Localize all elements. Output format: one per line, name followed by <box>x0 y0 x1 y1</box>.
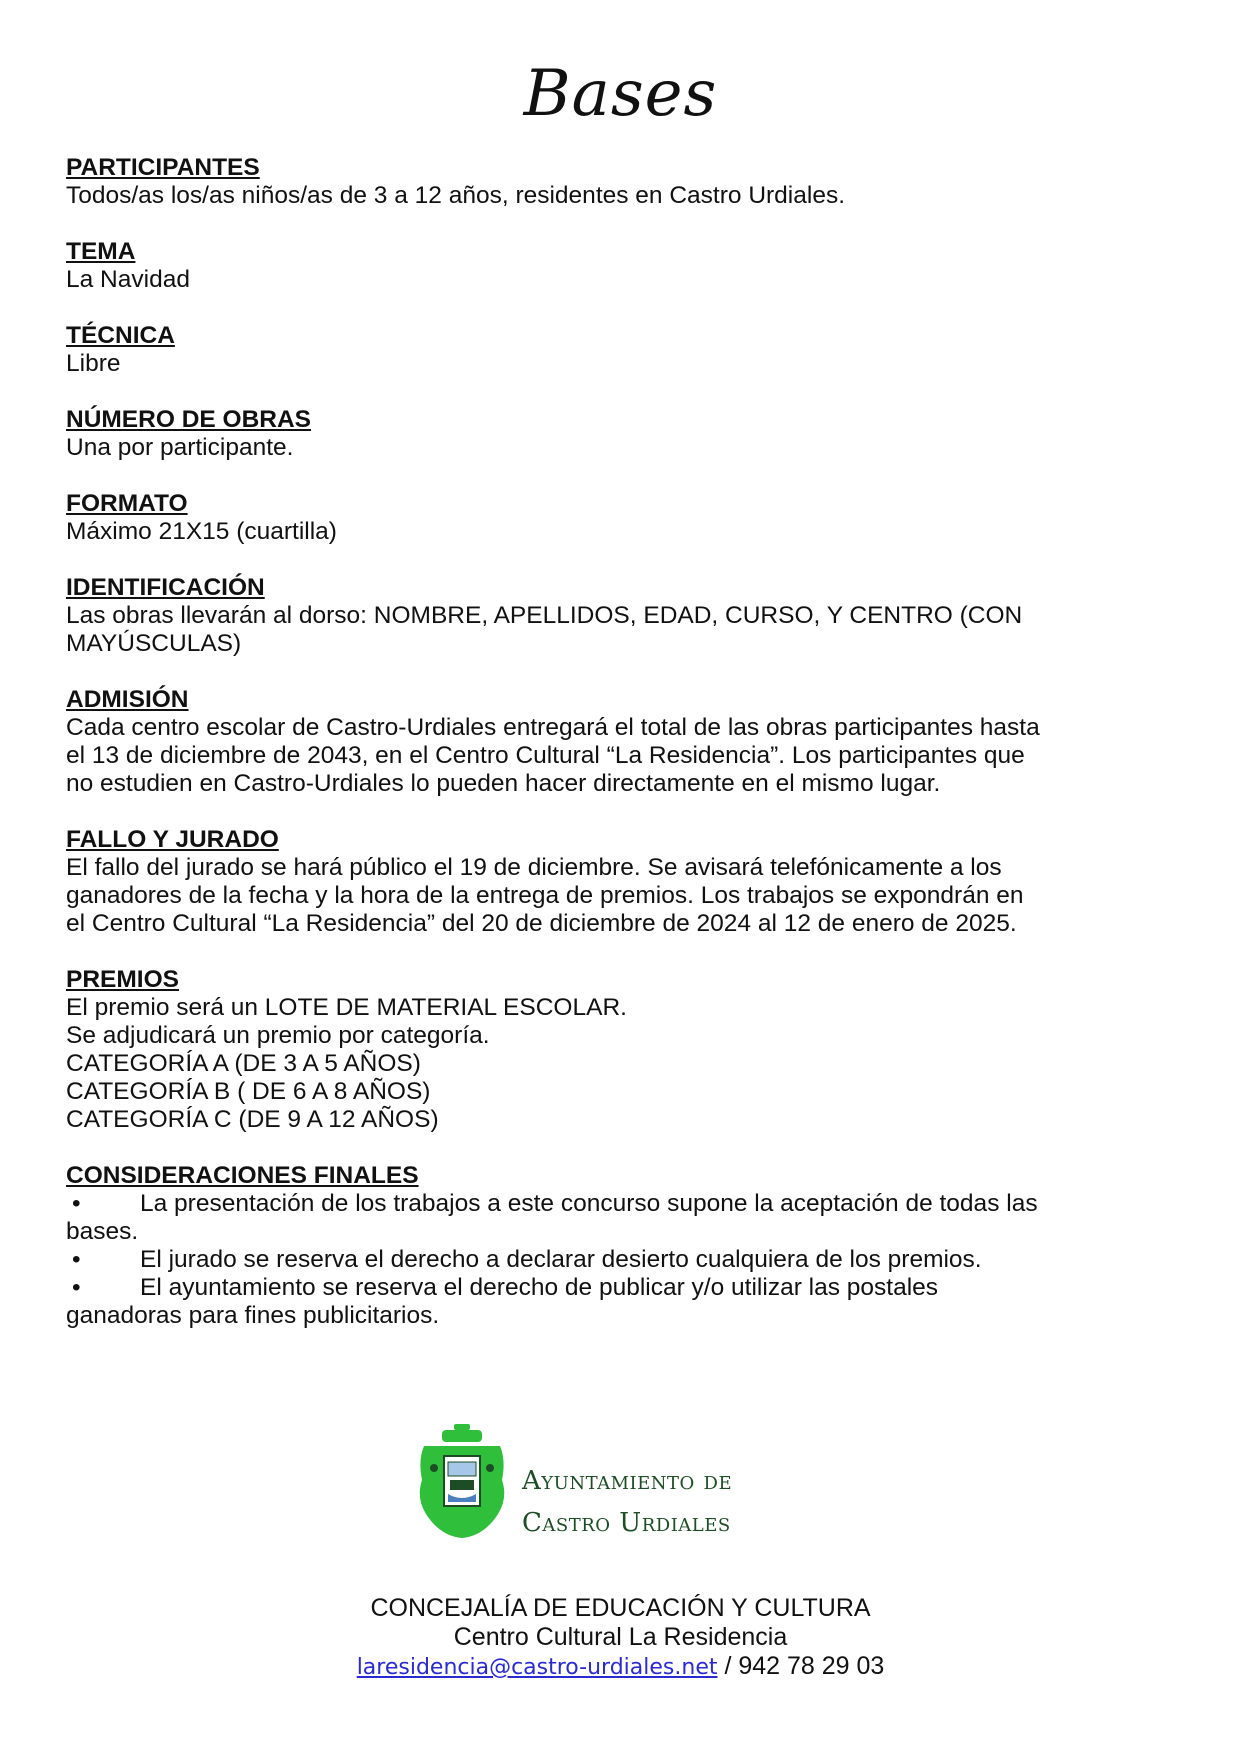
section-tecnica <box>66 322 1186 378</box>
section-text-line: ganadores de la fecha y la hora de la entrega de premios. Los trabajos se expondrán en <box>66 882 1024 909</box>
bullet-icon: • <box>72 1274 81 1301</box>
section-text-line: Todos/as los/as niños/as de 3 a 12 años, residentes en Castro Urdiales. <box>66 182 845 209</box>
bullet-text-continuation: ganadoras para fines publicitarios. <box>66 1302 440 1329</box>
section-text-line: La Navidad <box>66 266 190 293</box>
bullet-text: La presentación de los trabajos a este concurso supone la aceptación de todas las <box>140 1190 1038 1217</box>
section-heading: TEMA <box>66 238 136 265</box>
coat-of-arms-icon <box>414 1420 510 1540</box>
council-name-line2: Castro Urdiales <box>522 1508 731 1538</box>
section-heading: ADMISIÓN <box>66 686 189 713</box>
final-considerations-section <box>66 1162 1186 1330</box>
section-text-line: no estudien en Castro-Urdiales lo pueden hacer directamente en el mismo lugar. <box>66 770 941 797</box>
section-text-line: CATEGORÍA A (DE 3 A 5 AÑOS) <box>66 1050 421 1077</box>
bullet-item <box>66 1246 1186 1274</box>
council-name-line1: Ayuntamiento de <box>522 1466 733 1496</box>
section-participantes <box>66 154 1186 210</box>
bullet-text: El jurado se reserva el derecho a declarar desierto cualquiera de los premios. <box>140 1246 982 1273</box>
section-text-line: Libre <box>66 350 121 377</box>
section-text-line: El premio será un LOTE DE MATERIAL ESCOLAR. <box>66 994 627 1021</box>
section-heading: FORMATO <box>66 490 188 517</box>
section-formato <box>66 490 1186 546</box>
section-heading: NÚMERO DE OBRAS <box>66 406 312 433</box>
section-text-line: CATEGORÍA B ( DE 6 A 8 AÑOS) <box>66 1078 431 1105</box>
email-link[interactable]: laresidencia@castro-urdiales.net <box>356 1655 718 1680</box>
footer-center: Centro Cultural La Residencia <box>453 1623 788 1651</box>
page-title: Bases <box>523 57 718 131</box>
section-text-line: Cada centro escolar de Castro-Urdiales entregará el total de las obras participantes hasta <box>66 714 1040 741</box>
section-identificacion <box>66 574 1186 658</box>
city-council-logo <box>414 1420 774 1540</box>
bullet-text: El ayuntamiento se reserva el derecho de publicar y/o utilizar las postales <box>140 1274 939 1301</box>
section-text-line: El fallo del jurado se hará público el 19 de diciembre. Se avisará telefónicamente a los <box>66 854 1002 881</box>
section-heading: PARTICIPANTES <box>66 154 260 181</box>
section-heading: FALLO Y JURADO <box>66 826 279 853</box>
section-text-line: Se adjudicará un premio por categoría. <box>66 1022 490 1049</box>
bullet-item <box>66 1190 1186 1218</box>
section-heading: PREMIOS <box>66 966 179 993</box>
section-fallo-y-jurado <box>66 826 1186 938</box>
bullet-icon: • <box>72 1190 81 1217</box>
bullet-item <box>66 1274 1186 1302</box>
section-text-line: Una por participante. <box>66 434 294 461</box>
section-admision <box>66 686 1186 798</box>
section-heading: CONSIDERACIONES FINALES <box>66 1162 419 1189</box>
section-premios <box>66 966 1186 1134</box>
section-text-line: MAYÚSCULAS) <box>66 630 242 657</box>
bullet-text-continuation: bases. <box>66 1218 139 1245</box>
section-text-line: el Centro Cultural “La Residencia” del 20 de diciembre de 2024 al 12 de enero de 2025. <box>66 910 1017 937</box>
section-text-line: Máximo 21X15 (cuartilla) <box>66 518 337 545</box>
bullet-icon: • <box>72 1246 81 1273</box>
section-heading: IDENTIFICACIÓN <box>66 574 265 601</box>
bases-content <box>66 154 1186 1358</box>
section-heading: TÉCNICA <box>66 322 175 349</box>
footer <box>0 1594 1241 1682</box>
footer-department: CONCEJALÍA DE EDUCACIÓN Y CULTURA <box>370 1594 871 1622</box>
section-numero-de-obras <box>66 406 1186 462</box>
footer-contact <box>0 1652 1241 1682</box>
section-text-line: CATEGORÍA C (DE 9 A 12 AÑOS) <box>66 1106 439 1133</box>
section-tema <box>66 238 1186 294</box>
section-text-line: el 13 de diciembre de 2043, en el Centro Cultural “La Residencia”. Los participantes que <box>66 742 1025 769</box>
council-name <box>522 1460 732 1544</box>
footer-phone: / 942 78 29 03 <box>717 1652 885 1680</box>
section-text-line: Las obras llevarán al dorso: NOMBRE, APELLIDOS, EDAD, CURSO, Y CENTRO (CON <box>66 602 1023 629</box>
